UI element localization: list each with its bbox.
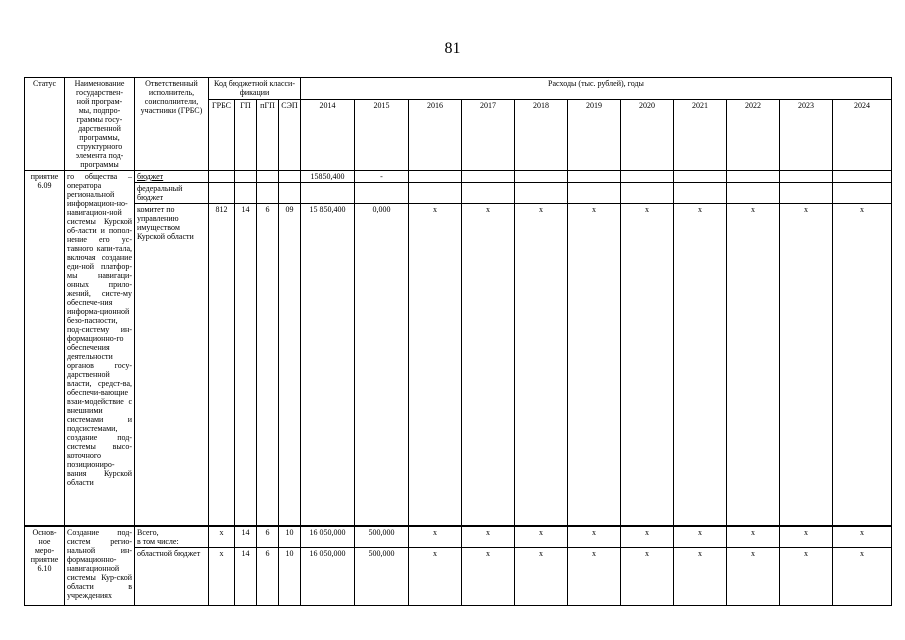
value-2021: x: [674, 547, 727, 605]
value-2022: x: [727, 204, 780, 526]
value-2018: [515, 171, 568, 183]
value-2017: x: [462, 547, 515, 605]
row-status-6-09: приятие 6.09: [25, 171, 65, 526]
value-2020: x: [621, 204, 674, 526]
value-2023: x: [780, 204, 833, 526]
header-code-gp: ГП: [235, 100, 257, 171]
code-pgp: 6: [257, 547, 279, 605]
value-2019: [568, 183, 621, 204]
table-row: [25, 183, 892, 204]
header-year-2016: 2016: [409, 100, 462, 171]
row-executor: федеральный бюджет: [135, 183, 209, 204]
value-2021: x: [674, 526, 727, 548]
header-year-2014: 2014: [301, 100, 355, 171]
row-executor: областной бюджет: [135, 547, 209, 605]
header-year-2020: 2020: [621, 100, 674, 171]
code-grbs: [209, 183, 235, 204]
table-row: [25, 171, 892, 183]
value-2017: [462, 183, 515, 204]
code-sep: 10: [279, 547, 301, 605]
header-code-group: Код бюджетной класси- фикации: [209, 78, 301, 100]
value-2023: x: [780, 526, 833, 548]
header-status: Статус: [25, 78, 65, 171]
header-year-2015: 2015: [355, 100, 409, 171]
row-executor: Всего, в том числе:: [135, 526, 209, 548]
code-gp: 14: [235, 204, 257, 526]
value-2024: x: [833, 526, 892, 548]
value-2019: x: [568, 204, 621, 526]
code-sep: 09: [279, 204, 301, 526]
value-2022: x: [727, 526, 780, 548]
header-year-2023: 2023: [780, 100, 833, 171]
value-2020: x: [621, 547, 674, 605]
value-2017: x: [462, 204, 515, 526]
header-code-grbs: ГРБС: [209, 100, 235, 171]
value-2020: [621, 183, 674, 204]
code-pgp: [257, 183, 279, 204]
row-executor: бюджет: [135, 171, 209, 183]
code-gp: [235, 171, 257, 183]
value-2015: 500,000: [355, 547, 409, 605]
table-row: [25, 547, 892, 605]
value-2018: [515, 183, 568, 204]
value-2014: 16 050,000: [301, 526, 355, 548]
code-grbs: 812: [209, 204, 235, 526]
header-year-2018: 2018: [515, 100, 568, 171]
code-sep: [279, 171, 301, 183]
header-code-pgp: пГП: [257, 100, 279, 171]
value-2018: x: [515, 204, 568, 526]
code-grbs: x: [209, 547, 235, 605]
row-name-6-09: го общества – оператора региональной информацион-но-навигацион-ной системы Курской об-ласти и попол-нение его ус-тавного капи-тала, включая создание еди-ной платфор-мы навигаци-онных прило-жений, систе-му обеспече-ния информа-ционной безо-пасности, под-систему ин-формационно-го обеспечения деятельности органов госу-дарственной власти, средст-ва, обеспечи-вающие взаи-модействие с внешними системами и подсистемами, создание под-системы высо-коточного позициониро-вания Курской области: [65, 171, 135, 526]
value-2015: [355, 183, 409, 204]
code-sep: [279, 183, 301, 204]
value-2019: x: [568, 526, 621, 548]
header-executor: Ответственный исполнитель, соисполнители, участники (ГРБС): [135, 78, 209, 171]
value-2020: x: [621, 526, 674, 548]
value-2016: x: [409, 526, 462, 548]
value-2024: [833, 183, 892, 204]
value-2021: [674, 183, 727, 204]
value-2024: x: [833, 547, 892, 605]
code-pgp: [257, 171, 279, 183]
value-2015: -: [355, 171, 409, 183]
header-year-2021: 2021: [674, 100, 727, 171]
value-2022: [727, 183, 780, 204]
header-year-2024: 2024: [833, 100, 892, 171]
row-status-6-10: Основ- ное меро- приятие 6.10: [25, 526, 65, 606]
value-2016: [409, 183, 462, 204]
row-name-6-10: Создание под-систем регио-нальной ин-формационно-навигационной системы Кур-ской области в учреждениях: [65, 526, 135, 606]
value-2016: x: [409, 547, 462, 605]
value-2023: x: [780, 547, 833, 605]
header-name: Наименование государствен- ной програм- мы, подпро- граммы госу- дарственной программы, структурного элемента под- программы: [65, 78, 135, 171]
header-year-2019: 2019: [568, 100, 621, 171]
value-2014: 15 850,400: [301, 204, 355, 526]
value-2015: 0,000: [355, 204, 409, 526]
table-row: [25, 526, 892, 548]
value-2018: x: [515, 526, 568, 548]
value-2020: [621, 171, 674, 183]
header-code-sep: СЭП: [279, 100, 301, 171]
header-year-2017: 2017: [462, 100, 515, 171]
code-pgp: 6: [257, 204, 279, 526]
value-2016: [409, 171, 462, 183]
header-expenses-group: Расходы (тыс. рублей), годы: [301, 78, 892, 100]
header-year-2022: 2022: [727, 100, 780, 171]
value-2016: x: [409, 204, 462, 526]
value-2018: x: [515, 547, 568, 605]
budget-table: [24, 77, 892, 606]
value-2017: [462, 171, 515, 183]
value-2017: x: [462, 526, 515, 548]
page-number: 81: [444, 40, 461, 57]
value-2022: x: [727, 547, 780, 605]
value-2023: [780, 171, 833, 183]
table-row: [25, 204, 892, 526]
code-grbs: [209, 171, 235, 183]
value-2024: [833, 171, 892, 183]
value-2014: 15850,400: [301, 171, 355, 183]
row-executor: комитет по управлению имуществом Курской области: [135, 204, 209, 526]
value-2019: x: [568, 547, 621, 605]
value-2024: x: [833, 204, 892, 526]
value-2021: [674, 171, 727, 183]
value-2022: [727, 171, 780, 183]
value-2023: [780, 183, 833, 204]
code-pgp: 6: [257, 526, 279, 548]
value-2019: [568, 171, 621, 183]
code-gp: 14: [235, 547, 257, 605]
value-2021: x: [674, 204, 727, 526]
value-2015: 500,000: [355, 526, 409, 548]
code-grbs: x: [209, 526, 235, 548]
code-sep: 10: [279, 526, 301, 548]
code-gp: [235, 183, 257, 204]
value-2014: [301, 183, 355, 204]
code-gp: 14: [235, 526, 257, 548]
value-2014: 16 050,000: [301, 547, 355, 605]
